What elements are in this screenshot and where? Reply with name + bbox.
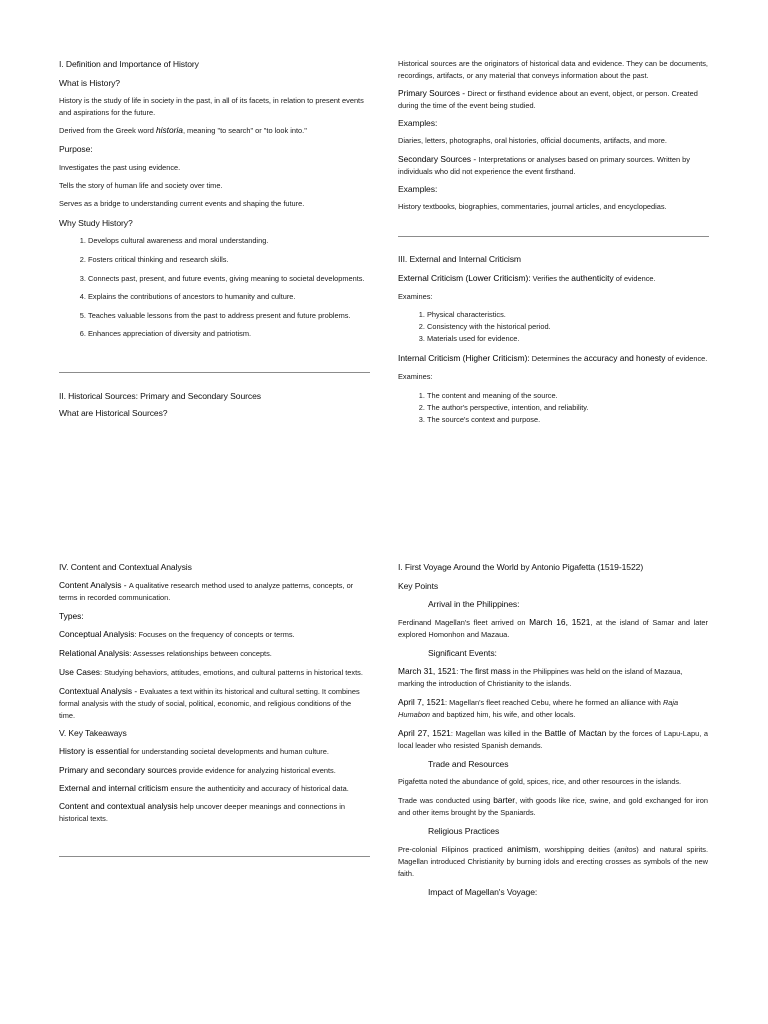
- why-study-heading: Why Study History?: [59, 218, 133, 228]
- examines-label: Examines:: [398, 372, 433, 381]
- list-item: 3. Connects past, present, and future events, giving meaning to societal developments.: [88, 273, 369, 285]
- internal-list: [398, 390, 708, 426]
- religious-heading: Religious Practices: [428, 826, 500, 836]
- primary-examples: Diaries, letters, photographs, oral histories, official documents, artifacts, and more.: [398, 136, 667, 145]
- divider: [59, 372, 370, 373]
- section-3-title: III. External and Internal Criticism: [398, 254, 521, 264]
- examples-heading: Examples:: [398, 118, 438, 128]
- what-is-history-heading: What is History?: [59, 78, 120, 88]
- historia-term: historia: [155, 125, 183, 135]
- section-2-title: II. Historical Sources: Primary and Secondary Sources: [59, 391, 261, 401]
- sources-intro: Historical sources are the originators of historical data and evidence. They can be documents, recordings, artifacts, or any material that conveys information about the past.: [398, 59, 708, 80]
- contextual-analysis: Contextual Analysis - Evaluates a text within its historical and cultural setting. It combines formal analysis with the study of social, political, economic, and religious conditions of the time.: [59, 686, 360, 720]
- takeaway-item: History is essential for understanding societal developments and human culture.: [59, 746, 329, 756]
- primary-sources: Primary Sources - Direct or firsthand evidence about an event, object, or person. Created during the time of the event being studied.: [398, 88, 698, 110]
- voyage-title: I. First Voyage Around the World by Antonio Pigafetta (1519-1522): [398, 562, 644, 572]
- section-5-title: V. Key Takeaways: [59, 728, 127, 738]
- content-analysis: Content Analysis - A qualitative research method used to analyze patterns, concepts, or terms in recorded communication.: [59, 580, 354, 602]
- section-1-title: I. Definition and Importance of History: [59, 59, 199, 69]
- secondary-examples: History textbooks, biographies, commentaries, journal articles, and encyclopedias.: [398, 202, 667, 211]
- use-cases: Use Cases: Studying behaviors, attitudes, emotions, and cultural patterns in historical texts.: [59, 667, 363, 677]
- examples-heading: Examples:: [398, 184, 438, 194]
- history-definition: History is the study of life in society in the past, in all of its facets, in relation to present events and aspirations for the future.: [59, 96, 364, 117]
- external-criticism: External Criticism (Lower Criticism): Verifies the authenticity of evidence.: [398, 273, 656, 283]
- right-top-column-section3: [398, 253, 708, 426]
- list-item: 3. Materials used for evidence.: [427, 333, 708, 345]
- purpose-heading: Purpose:: [59, 144, 93, 154]
- internal-criticism: Internal Criticism (Higher Criticism): Determines the accuracy and honesty of evidence.: [398, 353, 708, 363]
- list-item: 4. Explains the contributions of ancestors to humanity and culture.: [88, 291, 369, 303]
- section-4-title: IV. Content and Contextual Analysis: [59, 562, 192, 572]
- left-top-column: [59, 58, 369, 340]
- event-item: April 27, 1521: Magellan was killed in the Battle of Mactan by the forces of Lapu-Lapu, a local leader who resisted Spanish demands.: [398, 728, 708, 750]
- arrival-text: Ferdinand Magellan's fleet arrived on March 16, 1521, at the island of Samar and later explored Homonhon and Mazaua.: [398, 617, 708, 639]
- list-item: 1. The content and meaning of the source.: [427, 390, 708, 402]
- list-item: 2. The author's perspective, intention, and reliability.: [427, 402, 708, 414]
- derived-text: Derived from the Greek word historia, meaning "to search" or "to look into.": [59, 125, 307, 135]
- list-item: 2. Consistency with the historical period.: [427, 321, 708, 333]
- list-item: 2. Fosters critical thinking and research skills.: [88, 254, 369, 266]
- list-item: 1. Physical characteristics.: [427, 309, 708, 321]
- list-item: 3. The source's context and purpose.: [427, 414, 708, 426]
- right-bottom-column: [398, 561, 708, 898]
- events-heading: Significant Events:: [428, 648, 497, 658]
- reasons-list: [59, 235, 369, 340]
- relational-analysis: Relational Analysis: Assesses relationships between concepts.: [59, 648, 272, 658]
- trade-text: Trade was conducted using barter, with goods like rice, swine, and gold exchanged for iron and other items brought by the Spaniards.: [398, 795, 708, 817]
- impact-heading: Impact of Magellan's Voyage:: [428, 887, 538, 897]
- external-list: [398, 309, 708, 345]
- purpose-item: Tells the story of human life and society over time.: [59, 181, 223, 190]
- secondary-sources: Secondary Sources - Interpretations or analyses based on primary sources. Written by individuals who did not experience the event firsthand.: [398, 154, 690, 176]
- divider: [59, 856, 370, 857]
- sources-question: What are Historical Sources?: [59, 408, 168, 418]
- right-top-column: [398, 58, 708, 213]
- event-item: April 7, 1521: Magellan's fleet reached Cebu, where he formed an alliance with Raja Humabon and baptized him, his wife, and other locals.: [398, 697, 679, 719]
- religious-text: Pre-colonial Filipinos practiced animism, worshipping deities (anitos) and natural spirits. Magellan introduced Christianity by burning idols and erecting crosses as symbols of the new faith.: [398, 844, 708, 878]
- takeaway-item: External and internal criticism ensure the authenticity and accuracy of historical data.: [59, 783, 349, 793]
- list-item: 5. Teaches valuable lessons from the past to address present and future problems.: [88, 310, 369, 322]
- primary-sources-label: Primary Sources -: [398, 88, 468, 98]
- arrival-heading: Arrival in the Philippines:: [428, 599, 520, 609]
- purpose-item: Investigates the past using evidence.: [59, 163, 181, 172]
- types-label: Types:: [59, 611, 84, 621]
- examines-label: Examines:: [398, 292, 433, 301]
- trade-heading: Trade and Resources: [428, 759, 509, 769]
- divider: [398, 236, 709, 237]
- left-top-column-section2: [59, 390, 369, 419]
- event-item: March 31, 1521: The first mass in the Philippines was held on the island of Mazaua, marking the introduction of Christianity to the islands.: [398, 666, 683, 688]
- key-points-heading: Key Points: [398, 581, 439, 591]
- left-bottom-column: [59, 561, 369, 825]
- conceptual-analysis: Conceptual Analysis: Focuses on the frequency of concepts or terms.: [59, 629, 295, 639]
- takeaway-item: Content and contextual analysis help uncover deeper meanings and connections in historical texts.: [59, 801, 345, 823]
- secondary-sources-label: Secondary Sources -: [398, 154, 479, 164]
- purpose-item: Serves as a bridge to understanding current events and shaping the future.: [59, 199, 305, 208]
- trade-text: Pigafetta noted the abundance of gold, spices, rice, and other resources in the islands.: [398, 777, 682, 786]
- list-item: 1. Develops cultural awareness and moral understanding.: [88, 235, 369, 247]
- takeaway-item: Primary and secondary sources provide evidence for analyzing historical events.: [59, 765, 336, 775]
- list-item: 6. Enhances appreciation of diversity and patriotism.: [88, 328, 369, 340]
